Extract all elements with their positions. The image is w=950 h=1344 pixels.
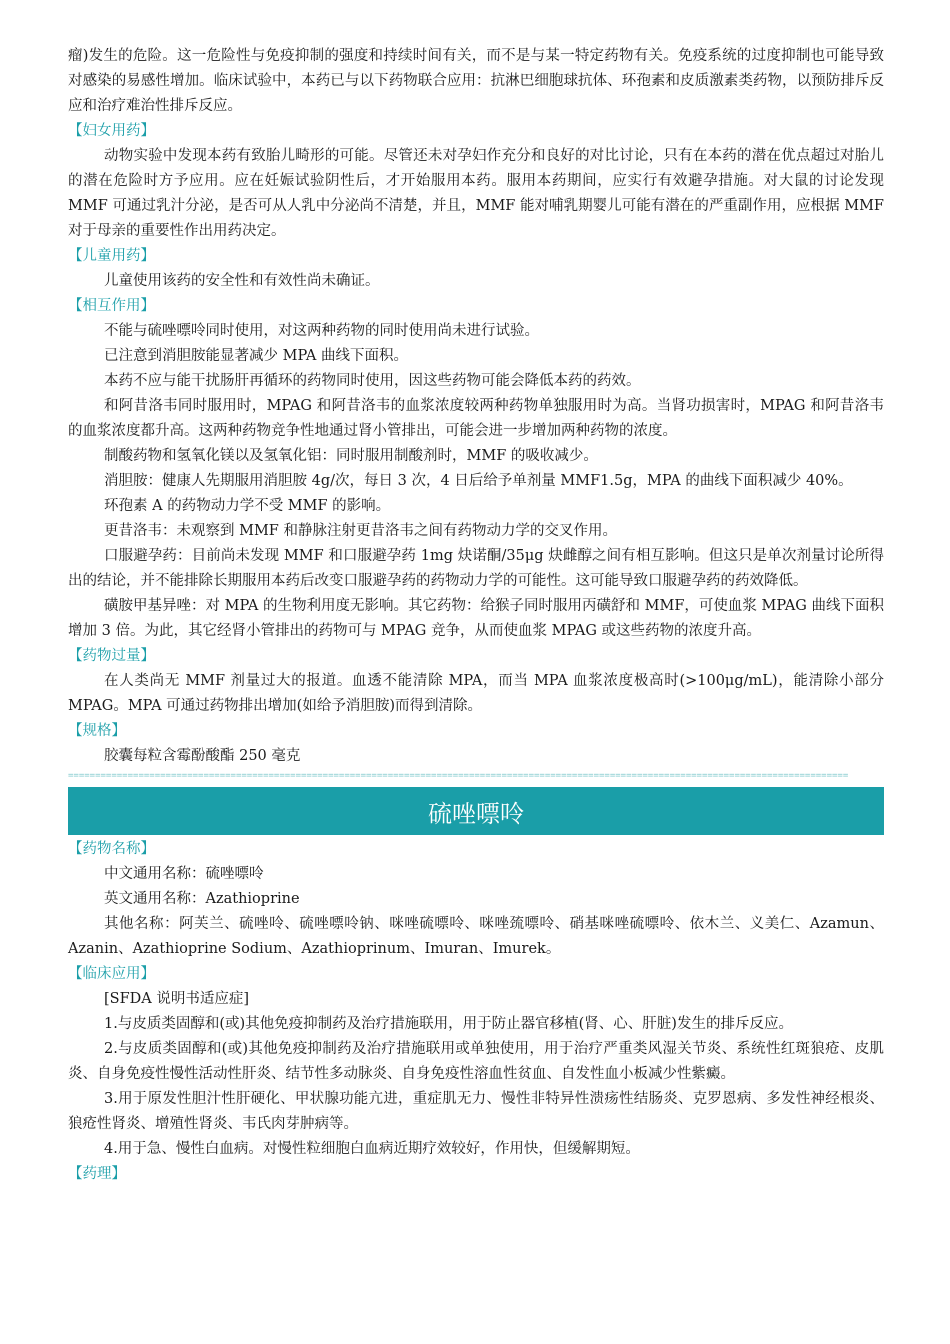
drug-title-banner xyxy=(68,787,884,835)
section-heading-overdose: 【药物过量】 xyxy=(68,648,155,664)
section-heading-drug-name: 【药物名称】 xyxy=(68,841,155,857)
paragraph: 2.与皮质类固醇和(或)其他免疫抑制药及治疗措施联用或单独使用，用于治疗严重类风湿关节炎、系统性红斑狼疮、皮肌炎、自身免疫性慢性活动性肝炎、结节性多动脉炎、自身免疫性溶血性贫血、自发性血小板减少性紫癜。 xyxy=(68,1041,884,1082)
paragraph: 其他名称：阿芙兰、硫唑呤、硫唑嘌呤钠、咪唑硫嘌呤、咪唑巯嘌呤、硝基咪唑硫嘌呤、依木兰、义美仁、Azamun、Azanin、Azathioprine Sodium、Azathioprinum、Imuran、Imurek。 xyxy=(68,916,884,957)
paragraph: 1.与皮质类固醇和(或)其他免疫抑制药及治疗措施联用，用于防止器官移植(肾、心、肝脏)发生的排斥反应。 xyxy=(104,1016,793,1032)
section-heading-women: 【妇女用药】 xyxy=(68,123,155,139)
paragraph: 磺胺甲基异唑：对 MPA 的生物利用度无影响。其它药物：给猴子同时服用丙磺舒和 MMF，可使血浆 MPAG 曲线下面积增加 3 倍。为此，其它经肾小管排出的药物可与 MPAG 竞争，从而使血浆 MPAG 或这些药物的浓度升高。 xyxy=(68,598,884,639)
paragraph: 和阿昔洛韦同时服用时，MPAG 和阿昔洛韦的血浆浓度较两种药物单独服用时为高。当肾功损害时，MPAG 和阿昔洛韦的血浆浓度都升高。这两种药物竞争性地通过肾小管排出，可能会进一步增加两种药物的浓度。 xyxy=(68,398,884,439)
section-heading-children: 【儿童用药】 xyxy=(68,248,155,264)
paragraph: 环孢素 A 的药物动力学不受 MMF 的影响。 xyxy=(104,498,391,514)
paragraph: 4.用于急、慢性白血病。对慢性粒细胞白血病近期疗效较好，作用快，但缓解期短。 xyxy=(104,1141,640,1157)
paragraph: 制酸药物和氢氧化镁以及氢氧化铝：同时服用制酸剂时，MMF 的吸收减少。 xyxy=(104,448,598,464)
paragraph: 本药不应与能干扰肠肝再循环的药物同时使用，因这些药物可能会降低本药的药效。 xyxy=(104,373,641,389)
divider-line: ================================================================================================================================================ xyxy=(68,771,849,781)
drug-title: 硫唑嘌呤 xyxy=(428,799,524,828)
paragraph: 动物实验中发现本药有致胎儿畸形的可能。尽管还未对孕妇作充分和良好的对比讨论，只有在本药的潜在优点超过对胎儿的潜在危险时方予应用。应在妊娠试验阴性后，才开始服用本药。服用本药期间，应实行有效避孕措施。对大鼠的讨论发现 MMF 可通过乳汁分泌，是否可从人乳中分泌尚不清楚，并且，MMF 能对哺乳期婴儿可能有潜在的严重副作用，应根据 MMF 对于母亲的重要性作出用药决定。 xyxy=(68,148,884,239)
paragraph: 口服避孕药：目前尚未发现 MMF 和口服避孕药 1mg 炔诺酮/35μg 炔雌醇之间有相互影响。但这只是单次剂量讨论所得出的结论，并不能排除长期服用本药后改变口服避孕药的药物动力学的可能性。这可能导致口服避孕药的药效降低。 xyxy=(68,548,884,589)
paragraph: 更昔洛韦：未观察到 MMF 和静脉注射更昔洛韦之间有药物动力学的交叉作用。 xyxy=(104,523,617,539)
paragraph: 在人类尚无 MMF 剂量过大的报道。血透不能清除 MPA，而当 MPA 血浆浓度极高时(>100μg/mL)，能清除小部分 MPAG。MPA 可通过药物排出增加(如给予消胆胺)而得到清除。 xyxy=(68,673,884,714)
paragraph: 3.用于原发性胆汁性肝硬化、甲状腺功能亢进，重症肌无力、慢性非特异性溃疡性结肠炎、克罗恩病、多发性神经根炎、狼疮性肾炎、增殖性肾炎、韦氏肉芽肿病等。 xyxy=(68,1091,884,1132)
section-heading-spec: 【规格】 xyxy=(68,723,126,739)
section-heading-pharmacology: 【药理】 xyxy=(68,1166,126,1182)
paragraph: 中文通用名称：硫唑嘌呤 xyxy=(104,866,264,882)
paragraph: 瘤)发生的危险。这一危险性与免疫抑制的强度和持续时间有关，而不是与某一特定药物有关。免疫系统的过度抑制也可能导致对感染的易感性增加。临床试验中，本药已与以下药物联合应用：抗淋巴细胞球抗体、环孢素和皮质激素类药物，以预防排斥反应和治疗难治性排斥反应。 xyxy=(68,48,884,114)
section-heading-clinical: 【临床应用】 xyxy=(68,966,155,982)
section-heading-interactions: 【相互作用】 xyxy=(68,298,155,314)
paragraph: 消胆胺：健康人先期服用消胆胺 4g/次，每日 3 次，4 日后给予单剂量 MMF1.5g，MPA 的曲线下面积减少 40%。 xyxy=(104,473,853,489)
paragraph: [SFDA 说明书适应症] xyxy=(104,991,250,1007)
paragraph: 儿童使用该药的安全性和有效性尚未确证。 xyxy=(104,273,380,289)
paragraph: 英文通用名称：Azathioprine xyxy=(104,891,300,907)
document-page xyxy=(68,44,884,1187)
paragraph: 已注意到消胆胺能显著减少 MPA 曲线下面积。 xyxy=(104,348,408,364)
paragraph: 不能与硫唑嘌呤同时使用，对这两种药物的同时使用尚未进行试验。 xyxy=(104,323,539,339)
paragraph: 胶囊每粒含霉酚酸酯 250 毫克 xyxy=(104,748,301,764)
